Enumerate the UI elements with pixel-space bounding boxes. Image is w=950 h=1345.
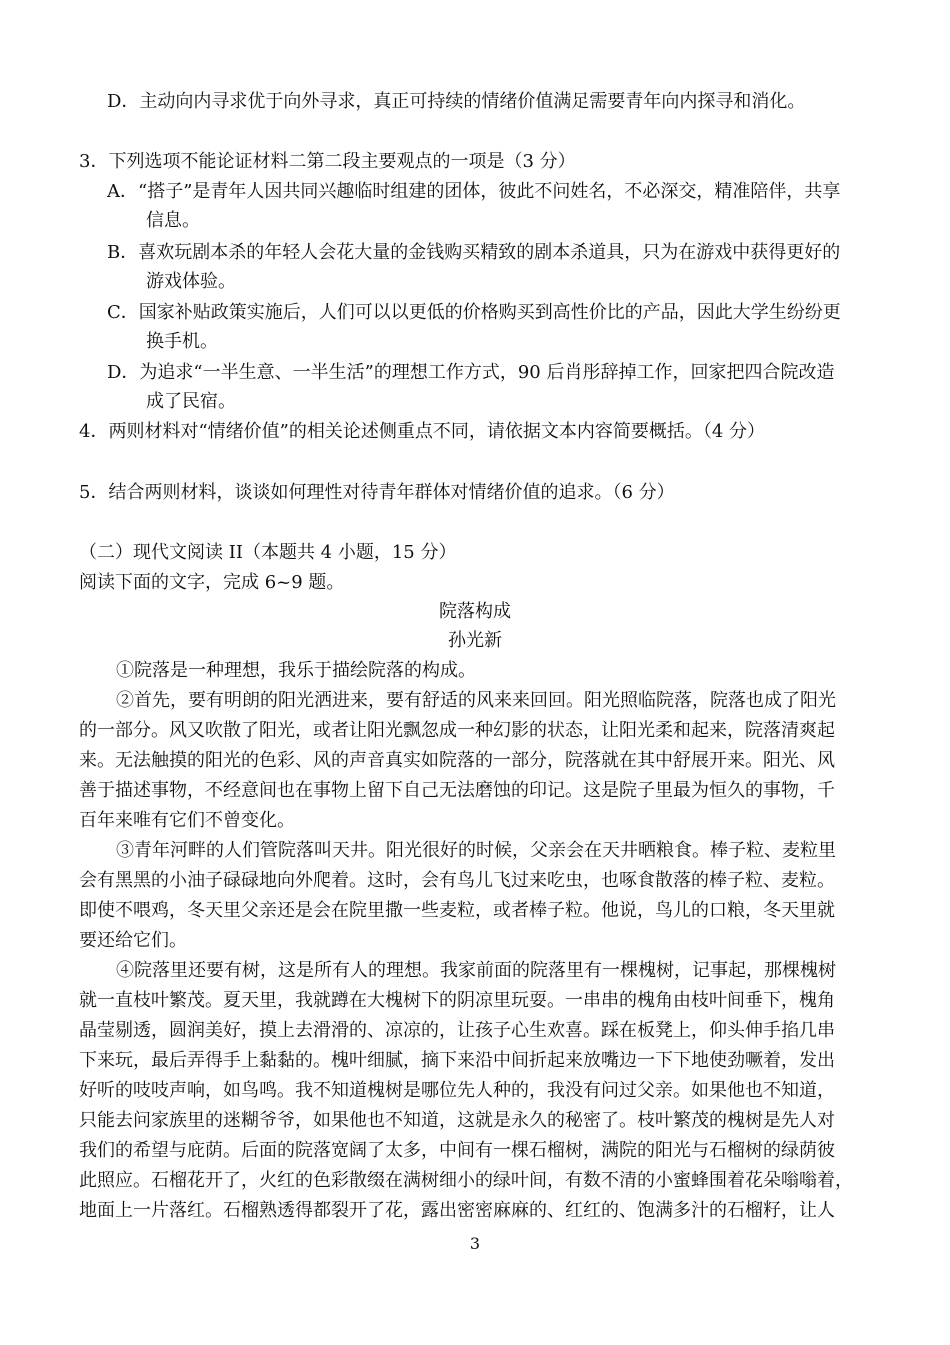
question-3-option-b: B．喜欢玩剧本杀的年轻人会花大量的金钱购买精致的剧本杀道具，只为在游戏中获得更好的 [107,242,841,263]
paragraph-line: 只能去问家族里的迷糊爷爷，如果他也不知道，这就是永久的秘密了。枝叶繁茂的槐树是先人对 [79,1110,835,1131]
question-3-option-b-cont: 游戏体验。 [146,271,236,292]
question-3-option-a: A．“搭子”是青年人因共同兴趣临时组建的团体，彼此不问姓名，不必深交，精准陪伴，共享 [107,181,841,202]
question-3-option-c: C．国家补贴政策实施后，人们可以以更低的价格购买到高性价比的产品，因此大学生纷纷更 [107,302,841,323]
paragraph-line: ③青年河畔的人们管院落叫天井。阳光很好的时候，父亲会在天井晒粮食。棒子粒、麦粒里 [116,840,836,861]
question-2-option-d: D．主动向内寻求优于向外寻求，真正可持续的情绪价值满足需要青年向内探寻和消化。 [107,91,806,112]
paragraph-line: 善于描述事物，不经意间也在事物上留下自己无法磨蚀的印记。这是院子里最为恒久的事物，千 [79,780,835,801]
paragraph-line: 百年来唯有它们不曾变化。 [79,810,295,831]
paragraph-line: 好听的吱吱声响，如鸟鸣。我不知道槐树是哪位先人种的，我没有问过父亲。如果他也不知道， [79,1080,835,1101]
page-number: 3 [469,1234,481,1253]
section-instruction: 阅读下面的文字，完成 6~9 题。 [79,572,345,593]
article-author: 孙光新 [448,630,502,651]
paragraph-line: ④院落里还要有树，这是所有人的理想。我家前面的院落里有一棵槐树，记事起，那棵槐树 [116,960,836,981]
paragraph-line: 晶莹剔透，圆润美好，摸上去滑滑的、凉凉的，让孩子心生欢喜。踩在板凳上，仰头伸手掐几串 [79,1020,835,1041]
article-title: 院落构成 [439,601,511,622]
question-3-option-c-cont: 换手机。 [146,331,218,352]
paragraph-line: 即使不喂鸡，冬天里父亲还是会在院里撒一些麦粒，或者棒子粒。他说，鸟儿的口粮，冬天里就 [79,900,835,921]
question-3-stem: 3．下列选项不能论证材料二第二段主要观点的一项是（3 分） [79,151,576,172]
section-heading: （二）现代文阅读 II（本题共 4 小题，15 分） [79,542,457,563]
paragraph-line: 的一部分。风又吹散了阳光，或者让阳光飘忽成一种幻影的状态，让阳光柔和起来，院落清爽起 [79,720,835,741]
paragraph-line: 会有黑黑的小油子碌碌地向外爬着。这时，会有鸟儿飞过来吃虫，也啄食散落的棒子粒、麦粒。 [79,870,835,891]
paragraph-line: ②首先，要有明朗的阳光洒进来，要有舒适的风来来回回。阳光照临院落，院落也成了阳光 [116,690,836,711]
paragraph-line: ①院落是一种理想，我乐于描绘院落的构成。 [116,660,476,681]
question-3-option-d-cont: 成了民宿。 [146,391,236,412]
paragraph-line: 我们的希望与庇荫。后面的院落宽阔了太多，中间有一棵石榴树，满院的阳光与石榴树的绿荫彼 [79,1140,835,1161]
paragraph-line: 此照应。石榴花开了，火红的色彩散缀在满树细小的绿叶间，有数不清的小蜜蜂围着花朵嗡嗡着， [79,1170,853,1191]
paragraph-line: 地面上一片落红。石榴熟透得都裂开了花，露出密密麻麻的、红红的、饱满多汁的石榴籽，让人 [79,1200,835,1221]
question-4: 4．两则材料对“情绪价值”的相关论述侧重点不同，请依据文本内容简要概括。（4 分） [79,421,766,442]
question-3-option-a-cont: 信息。 [146,210,200,231]
paragraph-line: 要还给它们。 [79,930,187,951]
paragraph-line: 来。无法触摸的阳光的色彩、风的声音真实如院落的一部分，院落就在其中舒展开来。阳光、风 [79,750,835,771]
question-5: 5．结合两则材料，谈谈如何理性对待青年群体对情绪价值的追求。（6 分） [79,482,675,503]
question-3-option-d: D．为追求“一半生意、一半生活”的理想工作方式，90 后肖彤辞掉工作，回家把四合院改造 [107,362,835,383]
paragraph-line: 下来玩，最后弄得手上黏黏的。槐叶细腻，摘下来沿中间折起来放嘴边一下下地使劲噘着，发出 [79,1050,835,1071]
paragraph-line: 就一直枝叶繁茂。夏天里，我就蹲在大槐树下的阴凉里玩耍。一串串的槐角由枝叶间垂下，槐角 [79,990,835,1011]
